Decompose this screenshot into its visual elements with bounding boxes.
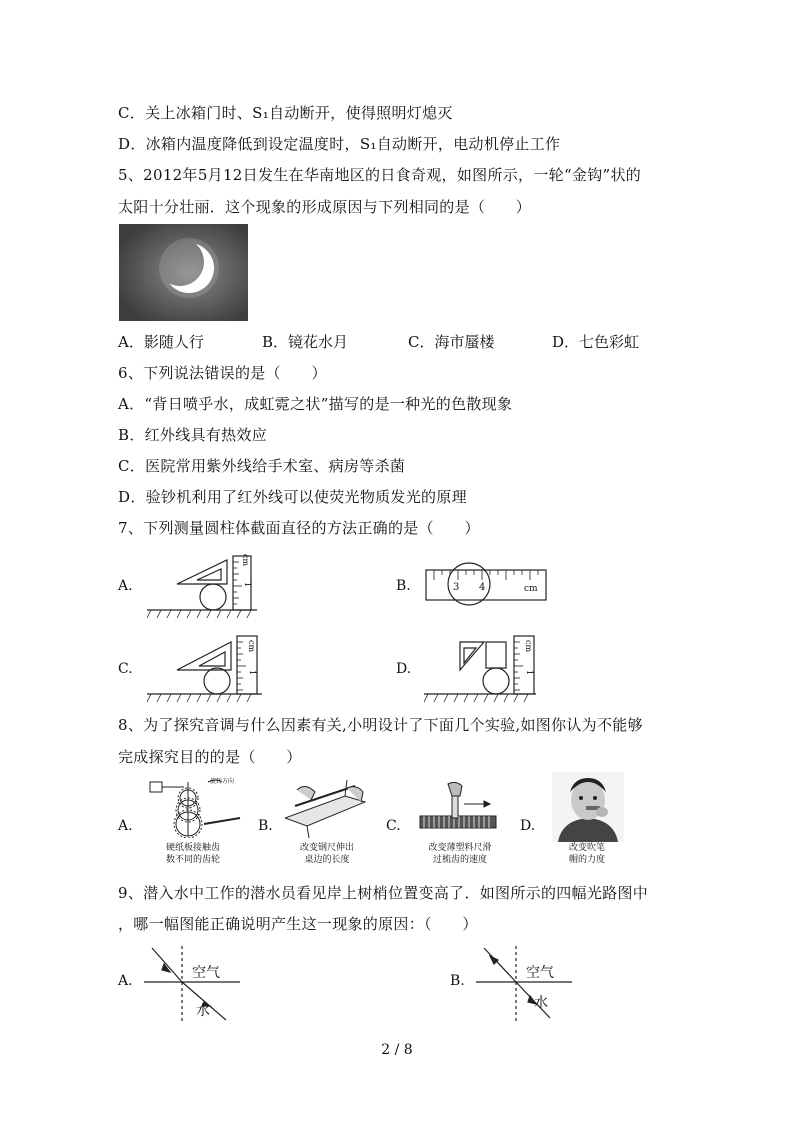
q8-caption-d: 改变吹笔 帽的力度 (568, 843, 605, 865)
q9-stem-line1: 9、潜入水中工作的潜水员看见岸上树梢位置变高了．如图所示的四幅光路图中 (118, 884, 649, 902)
q6-stem: 6、下列说法错误的是（ ） (118, 364, 327, 382)
q5-option-a: A．影随人行 (118, 333, 204, 351)
page-number: 2 / 8 (381, 1042, 413, 1058)
q7-label-c: C. (118, 661, 133, 677)
q8-rotation-label: 旋转方向 (210, 778, 235, 785)
q9-label-a: A. (118, 973, 133, 989)
q5-option-c: C．海市蜃楼 (408, 333, 495, 351)
q9b-water-label: 水 (534, 995, 548, 1011)
q5-stem-line2: 太阳十分壮丽．这个现象的形成原因与下列相同的是（ ） (118, 198, 532, 216)
q8-figure-comb (412, 780, 502, 838)
q8-figure-boy-whistle (552, 772, 624, 842)
q5-option-d: D．七色彩虹 (552, 333, 640, 351)
q4-option-c: C．关上冰箱门时、S₁自动断开，使得照明灯熄灭 (118, 104, 453, 122)
q6-option-a: A．“背日喷乎水，成虹霓之状”描写的是一种光的色散现象 (118, 395, 513, 413)
q7-figure-a (147, 552, 267, 622)
q9-label-b: B. (450, 973, 465, 989)
q5-option-b: B．镜花水月 (262, 333, 349, 351)
q9-figure-a (140, 942, 250, 1024)
q8-label-d: D. (520, 818, 536, 834)
q6-option-d: D．验钞机利用了红外线可以使荧光物质发光的原理 (118, 488, 467, 506)
q9a-water-label: 水 (196, 1003, 210, 1019)
q7-label-d: D. (396, 661, 412, 677)
q7-figure-b (424, 560, 549, 612)
q8-caption-b: 改变钢尺伸出 桌边的长度 (299, 843, 354, 865)
q8-label-c: C. (386, 818, 401, 834)
q6-option-b: B．红外线具有热效应 (118, 426, 268, 444)
q6-option-c: C．医院常用紫外线给手术室、病房等杀菌 (118, 457, 406, 475)
q9-stem-line2: ，哪一幅图能正确说明产生这一现象的原因：（ ） (118, 915, 478, 933)
q5-stem-line1: 5、2012年5月12日发生在华南地区的日食奇观，如图所示，一轮“金钩”状的 (118, 166, 642, 184)
q8-figure-gears (148, 776, 243, 838)
q7-label-b: B. (396, 578, 411, 594)
q7a-tick: 1 (243, 582, 252, 588)
q4-option-d: D．冰箱内温度降低到设定温度时，S₁自动断开，电动机停止工作 (118, 135, 561, 153)
q7c-unit: cm (247, 640, 256, 653)
q8-caption-c: 改变薄塑料尺滑 过梳齿的速度 (428, 843, 492, 865)
q8-stem-line2: 完成探究目的的是（ ） (118, 748, 302, 766)
q8-figure-ruler-table (285, 776, 370, 838)
q7b-tick-3: 3 (453, 582, 460, 593)
q8-label-a: A. (118, 818, 133, 834)
solar-eclipse-photo (119, 224, 248, 321)
q7-stem: 7、下列测量圆柱体截面直径的方法正确的是（ ） (118, 519, 480, 537)
q8-caption-a: 硬纸板接触齿 数不同的齿轮 (165, 843, 220, 865)
q7-figure-c (147, 634, 272, 706)
q9a-air-label: 空气 (192, 965, 220, 981)
q8-label-b: B. (258, 818, 273, 834)
q7d-unit: cm (524, 640, 533, 653)
q9b-air-label: 空气 (526, 965, 554, 981)
q7-figure-d (424, 634, 549, 706)
q9-figure-b (472, 942, 582, 1024)
q7b-unit: cm (524, 584, 538, 594)
q8-stem-line1: 8、为了探究音调与什么因素有关,小明设计了下面几个实验,如图你认为不能够 (118, 716, 643, 734)
q7d-tick: 1 (525, 670, 534, 676)
q7c-tick: 1 (248, 670, 257, 676)
q7a-unit: cm (241, 554, 250, 567)
q7b-tick-4: 4 (479, 582, 486, 593)
q7-label-a: A. (118, 578, 133, 594)
